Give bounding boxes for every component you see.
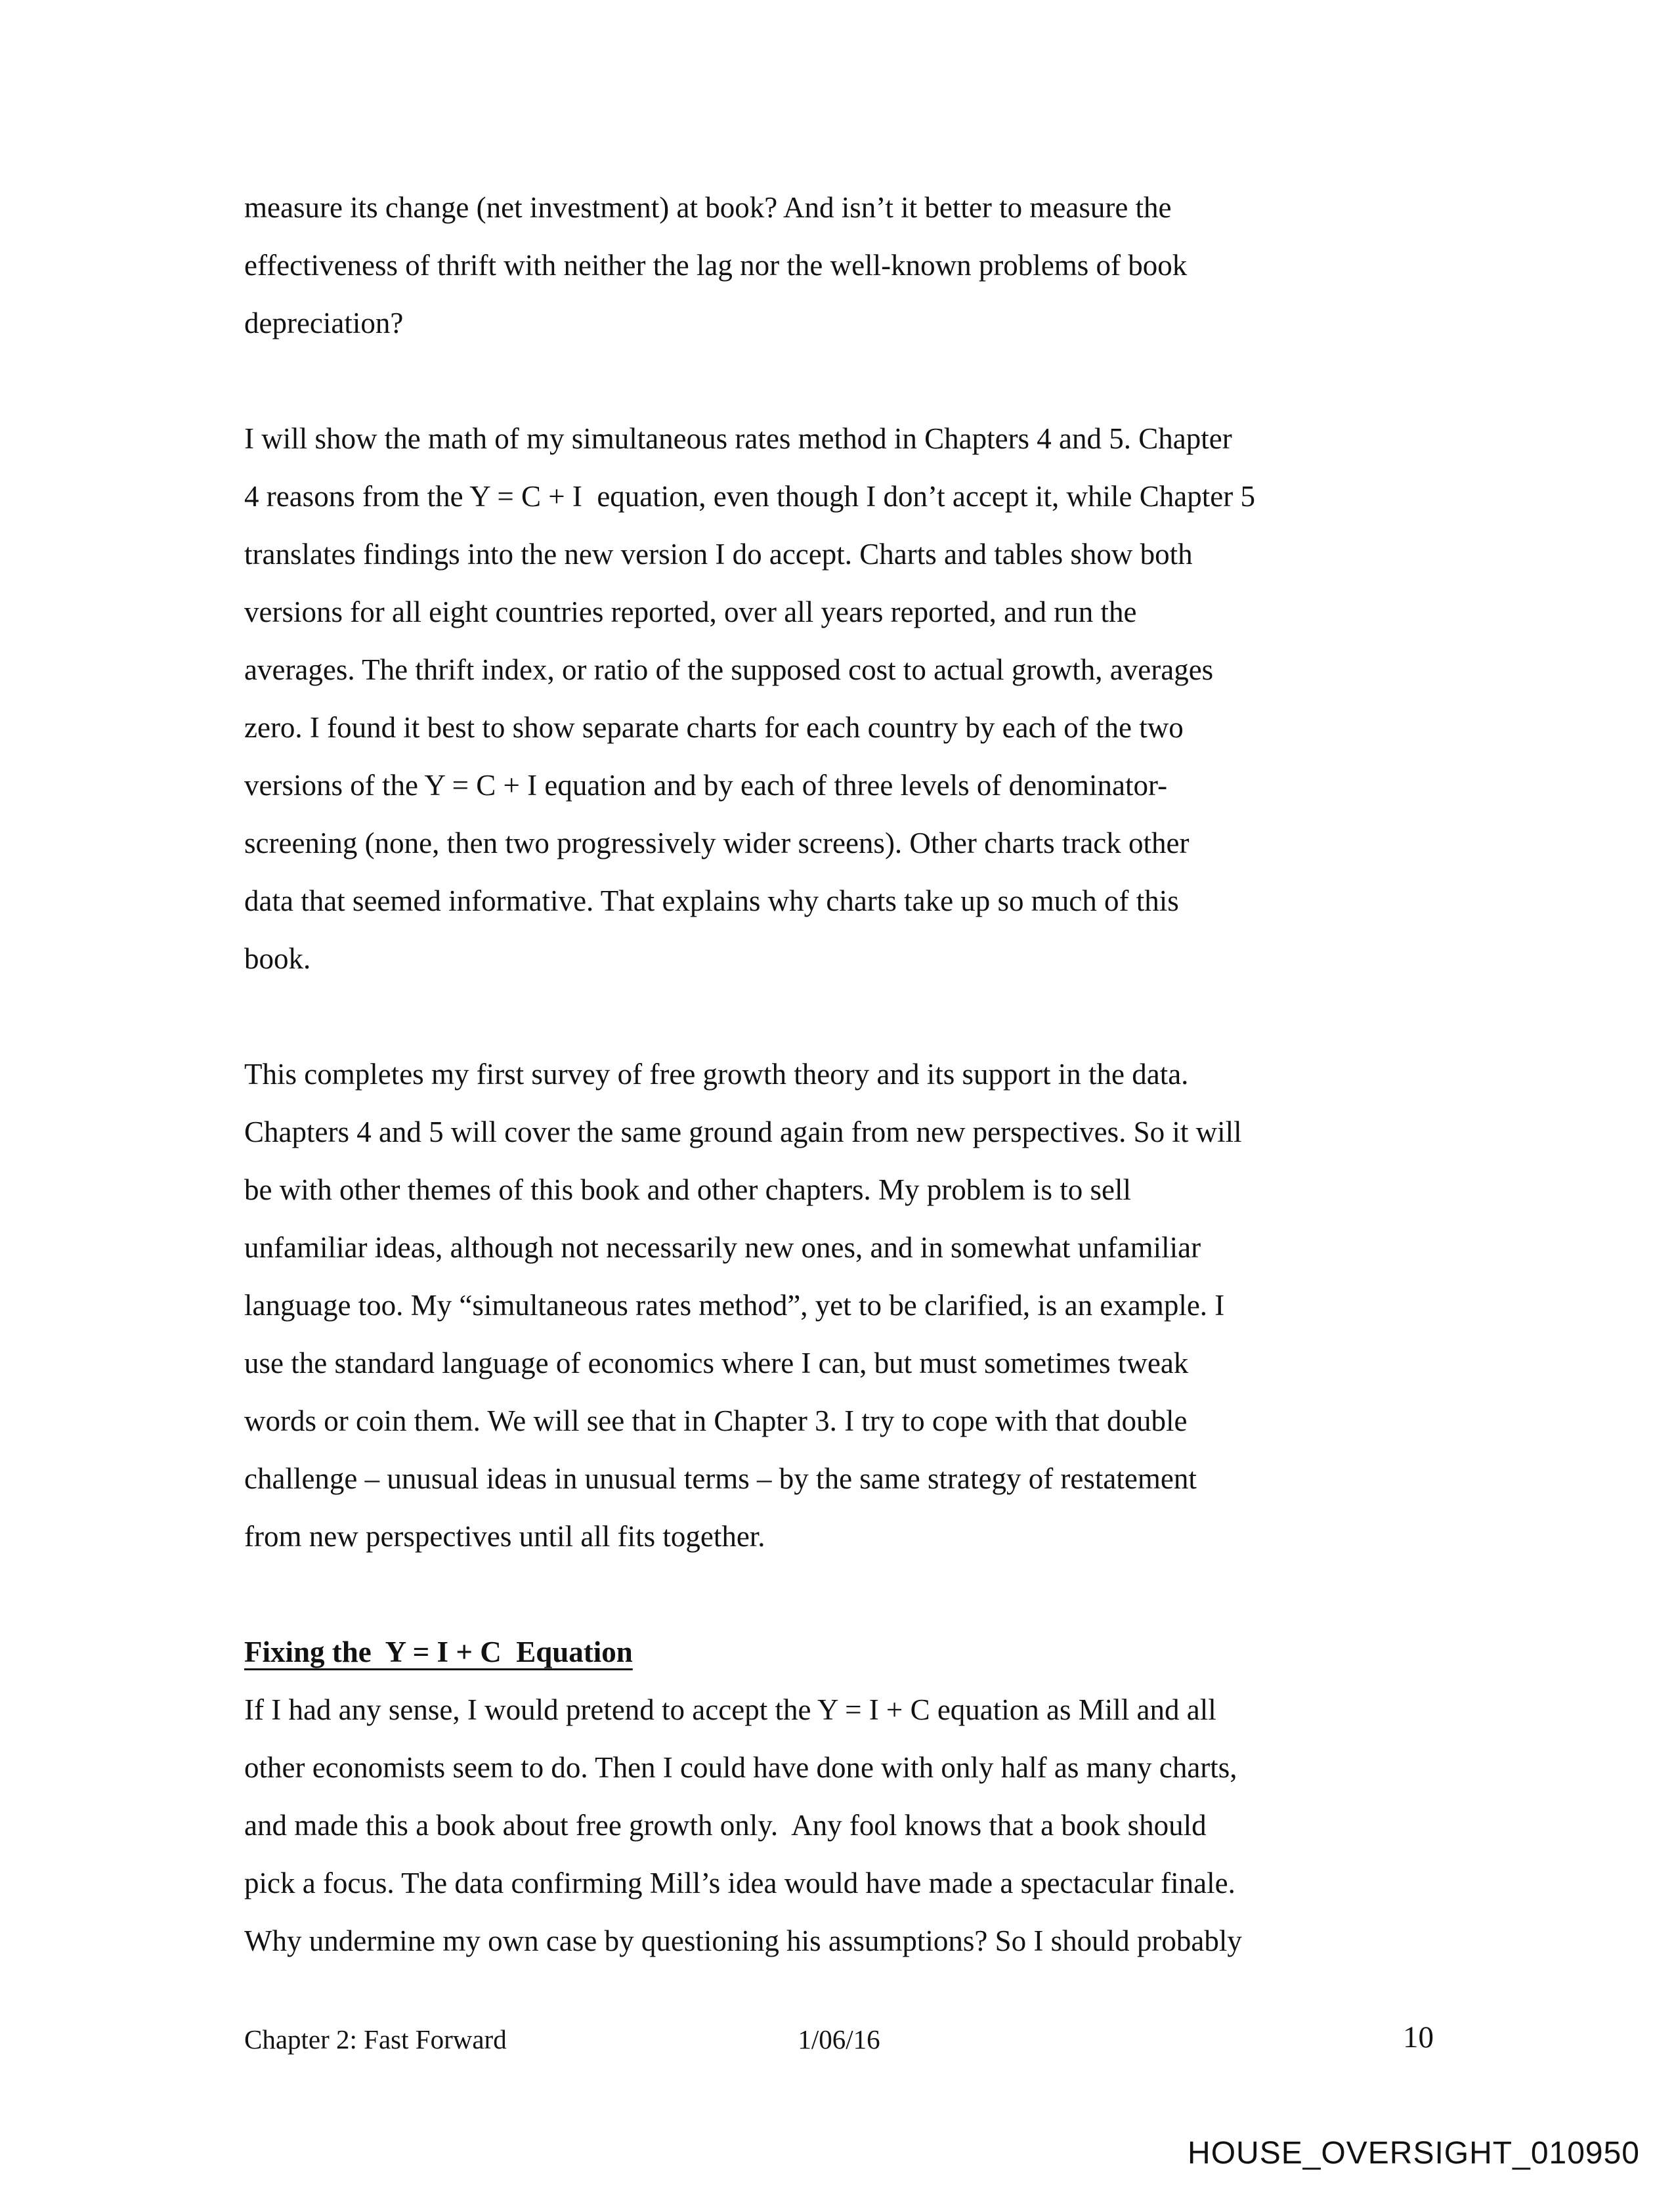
section-heading-text: Fixing the Y = I + C Equation bbox=[244, 1636, 633, 1668]
footer-page-number: 10 bbox=[1403, 2020, 1434, 2054]
text-line: other economists seem to do. Then I could have done with only half as many charts, bbox=[244, 1751, 1237, 1784]
section-heading bbox=[244, 1623, 1434, 1681]
text-line: versions for all eight countries reported, over all years reported, and run the bbox=[244, 596, 1137, 628]
paragraph-2 bbox=[244, 410, 1434, 987]
text-line: 4 reasons from the Y = C + I equation, even though I don’t accept it, while Chapter 5 bbox=[244, 480, 1255, 513]
text-line: Why undermine my own case by questioning his assumptions? So I should probably bbox=[244, 1924, 1242, 1957]
text-line: from new perspectives until all fits together. bbox=[244, 1520, 765, 1553]
text-line: screening (none, then two progressively wider screens). Other charts track other bbox=[244, 827, 1190, 859]
paragraph-1 bbox=[244, 179, 1434, 352]
text-line: measure its change (net investment) at book? And isn’t it better to measure the bbox=[244, 191, 1172, 224]
text-line: zero. I found it best to show separate charts for each country by each of the two bbox=[244, 711, 1184, 744]
text-line: challenge – unusual ideas in unusual terms – by the same strategy of restatement bbox=[244, 1462, 1197, 1495]
page-body bbox=[244, 179, 1434, 1970]
text-line: versions of the Y = C + I equation and by each of three levels of denominator- bbox=[244, 769, 1168, 802]
text-line: unfamiliar ideas, although not necessarily new ones, and in somewhat unfamiliar bbox=[244, 1231, 1201, 1264]
text-line: and made this a book about free growth only. Any fool knows that a book should bbox=[244, 1809, 1207, 1842]
text-line: This completes my first survey of free growth theory and its support in the data. bbox=[244, 1058, 1189, 1091]
footer-date: 1/06/16 bbox=[798, 2024, 880, 2054]
text-line: book. bbox=[244, 942, 311, 975]
page-footer bbox=[244, 2020, 1434, 2063]
text-line: language too. My “simultaneous rates method”, yet to be clarified, is an example. I bbox=[244, 1289, 1225, 1322]
text-line: words or coin them. We will see that in Chapter 3. I try to cope with that double bbox=[244, 1404, 1188, 1437]
paragraph-4 bbox=[244, 1681, 1434, 1970]
text-line: data that seemed informative. That explains why charts take up so much of this bbox=[244, 884, 1179, 917]
text-line: use the standard language of economics where I can, but must sometimes tweak bbox=[244, 1347, 1189, 1379]
bates-stamp: HOUSE_OVERSIGHT_010950 bbox=[1188, 2136, 1640, 2171]
text-line: effectiveness of thrift with neither the lag nor the well-known problems of book bbox=[244, 249, 1188, 282]
text-line: pick a focus. The data confirming Mill’s idea would have made a spectacular finale. bbox=[244, 1867, 1235, 1899]
footer-chapter-label: Chapter 2: Fast Forward bbox=[244, 2024, 507, 2054]
text-line: I will show the math of my simultaneous rates method in Chapters 4 and 5. Chapter bbox=[244, 422, 1232, 455]
text-line: be with other themes of this book and other chapters. My problem is to sell bbox=[244, 1173, 1131, 1206]
text-line: averages. The thrift index, or ratio of the supposed cost to actual growth, averages bbox=[244, 653, 1214, 686]
text-line: Chapters 4 and 5 will cover the same ground again from new perspectives. So it will bbox=[244, 1116, 1242, 1148]
text-line: depreciation? bbox=[244, 307, 404, 339]
paragraph-3 bbox=[244, 1045, 1434, 1565]
text-line: If I had any sense, I would pretend to accept the Y = I + C equation as Mill and all bbox=[244, 1693, 1216, 1726]
text-line: translates findings into the new version I do accept. Charts and tables show both bbox=[244, 538, 1193, 571]
